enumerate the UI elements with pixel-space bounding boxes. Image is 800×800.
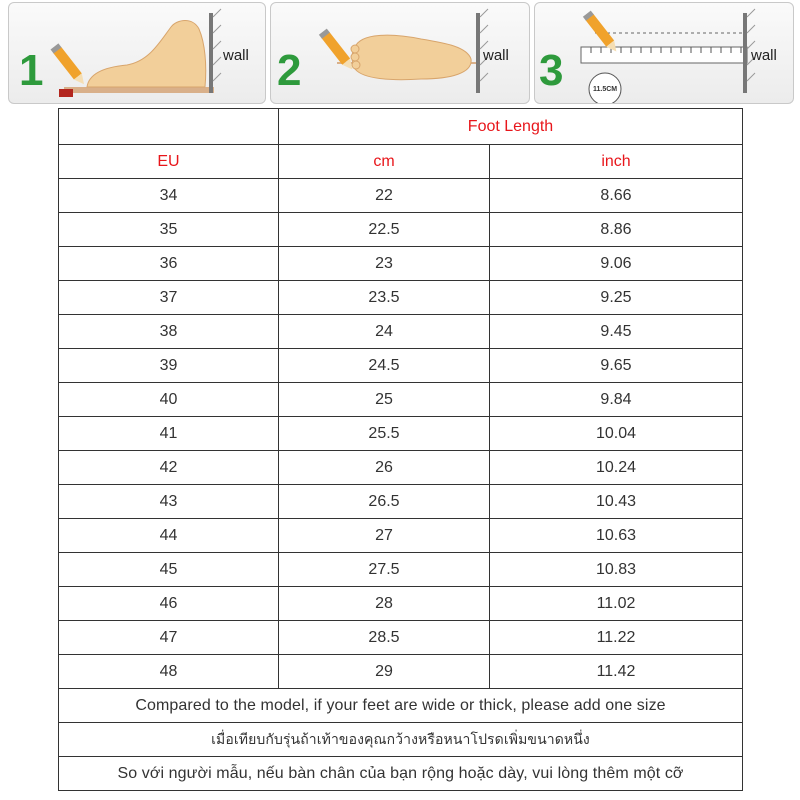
eu-cell: 34 [59, 179, 279, 213]
table-row [59, 519, 743, 553]
note-vietnamese: So với người mẫu, nếu bàn chân của bạn rộng hoặc dày, vui lòng thêm một cỡ [59, 757, 743, 791]
measure-label: 11.5CM [593, 86, 618, 93]
eu-cell: 46 [59, 587, 279, 621]
table-row [59, 315, 743, 349]
column-header-cm: cm [279, 145, 490, 179]
cm-cell: 25 [279, 383, 490, 417]
inch-cell: 8.86 [490, 213, 743, 247]
eu-cell: 40 [59, 383, 279, 417]
inch-cell: 10.24 [490, 451, 743, 485]
cm-cell: 23.5 [279, 281, 490, 315]
note-row-thai [59, 723, 743, 757]
inch-cell: 10.43 [490, 485, 743, 519]
table-row [59, 179, 743, 213]
table-row [59, 383, 743, 417]
inch-cell: 9.25 [490, 281, 743, 315]
wall-label: wall [223, 47, 249, 64]
eu-cell: 38 [59, 315, 279, 349]
inch-cell: 10.63 [490, 519, 743, 553]
cm-cell: 29 [279, 655, 490, 689]
eu-cell: 45 [59, 553, 279, 587]
step-number-1: 1 [19, 46, 44, 95]
step-3-panel [534, 2, 794, 104]
empty-header-cell [59, 109, 279, 145]
inch-cell: 9.45 [490, 315, 743, 349]
cm-cell: 28.5 [279, 621, 490, 655]
table-row [59, 247, 743, 281]
eu-cell: 47 [59, 621, 279, 655]
wall-label: wall [483, 47, 509, 64]
cm-cell: 25.5 [279, 417, 490, 451]
table-row [59, 213, 743, 247]
header-group-row [59, 109, 743, 145]
wall-label: wall [751, 47, 777, 64]
column-header-inch: inch [490, 145, 743, 179]
eu-cell: 42 [59, 451, 279, 485]
inch-cell: 11.02 [490, 587, 743, 621]
cm-cell: 26 [279, 451, 490, 485]
step-number-2: 2 [277, 46, 302, 95]
eu-cell: 48 [59, 655, 279, 689]
eu-cell: 35 [59, 213, 279, 247]
eu-cell: 37 [59, 281, 279, 315]
eu-cell: 44 [59, 519, 279, 553]
cm-cell: 22.5 [279, 213, 490, 247]
cm-cell: 26.5 [279, 485, 490, 519]
note-english: Compared to the model, if your feet are wide or thick, please add one size [59, 689, 743, 723]
inch-cell: 9.06 [490, 247, 743, 281]
cm-cell: 24 [279, 315, 490, 349]
table-row [59, 281, 743, 315]
inch-cell: 9.84 [490, 383, 743, 417]
table-row [59, 451, 743, 485]
note-row-english [59, 689, 743, 723]
table-row [59, 587, 743, 621]
cm-cell: 27.5 [279, 553, 490, 587]
inch-cell: 10.83 [490, 553, 743, 587]
table-row [59, 621, 743, 655]
column-header-eu: EU [59, 145, 279, 179]
inch-cell: 10.04 [490, 417, 743, 451]
inch-cell: 11.22 [490, 621, 743, 655]
step-2-panel [270, 2, 530, 104]
table-row [59, 349, 743, 383]
size-chart-table [58, 108, 743, 791]
eu-cell: 43 [59, 485, 279, 519]
note-thai: เมื่อเทียบกับรุ่นถ้าเท้าของคุณกว้างหรือหนาโปรดเพิ่มขนาดหนึ่ง [59, 723, 743, 757]
table-row [59, 655, 743, 689]
step-number-3: 3 [539, 46, 564, 95]
table-row [59, 485, 743, 519]
table-row [59, 553, 743, 587]
inch-cell: 11.42 [490, 655, 743, 689]
cm-cell: 24.5 [279, 349, 490, 383]
eu-cell: 36 [59, 247, 279, 281]
cm-cell: 23 [279, 247, 490, 281]
foot-length-header: Foot Length [279, 109, 743, 145]
cm-cell: 27 [279, 519, 490, 553]
eu-cell: 39 [59, 349, 279, 383]
step-1-panel [8, 2, 266, 104]
cm-cell: 28 [279, 587, 490, 621]
table-row [59, 417, 743, 451]
inch-cell: 8.66 [490, 179, 743, 213]
column-header-row [59, 145, 743, 179]
inch-cell: 9.65 [490, 349, 743, 383]
cm-cell: 22 [279, 179, 490, 213]
note-row-vietnamese [59, 757, 743, 791]
eu-cell: 41 [59, 417, 279, 451]
measuring-steps [0, 0, 800, 108]
